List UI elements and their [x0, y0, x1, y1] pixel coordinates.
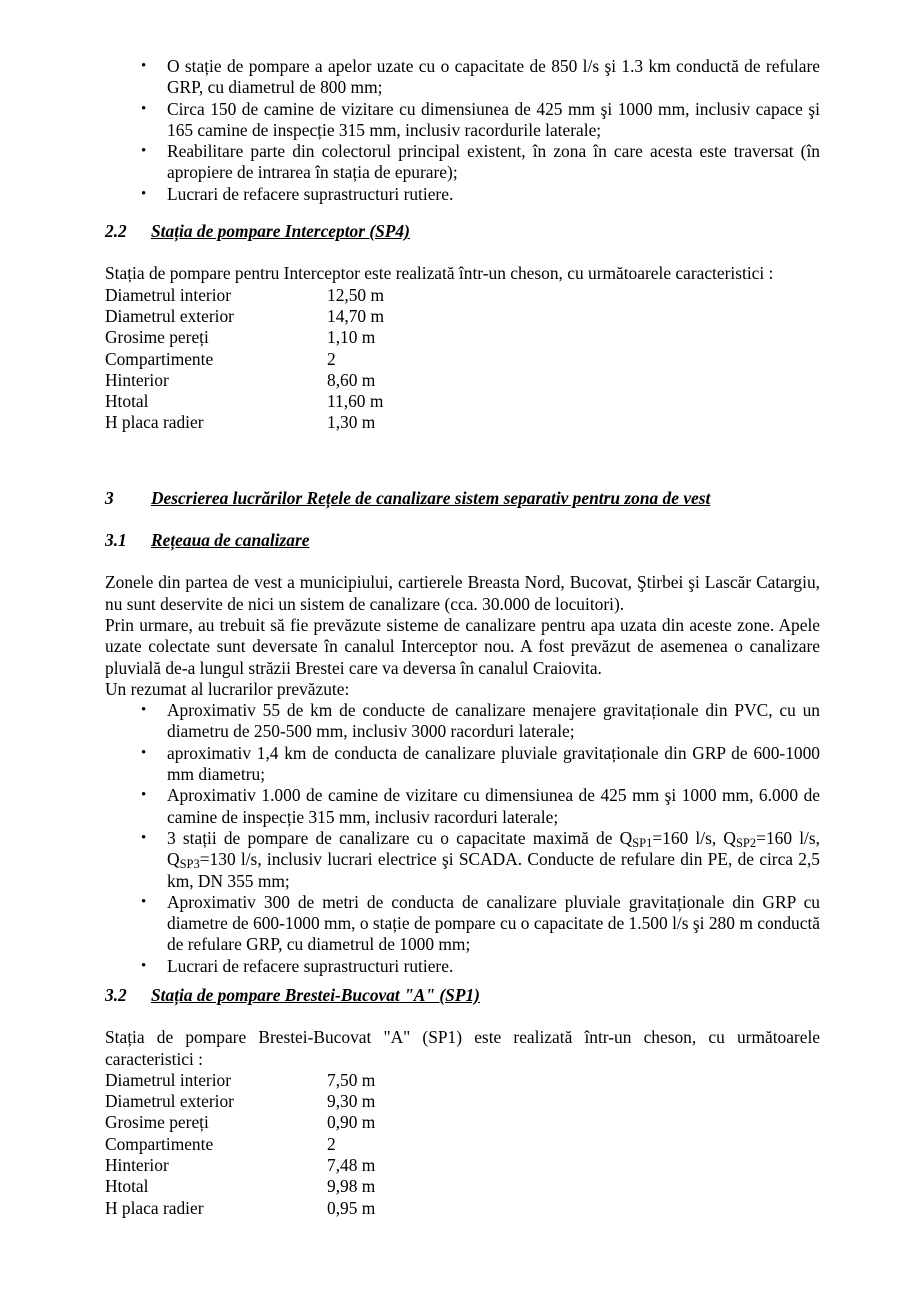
spec-label: Compartimente: [105, 1133, 214, 1154]
spacer: [105, 434, 820, 488]
section-3-1-paragraph: Zonele din partea de vest a municipiului, cartierele Breasta Nord, Bucovat, Ştirbei şi Lascăr Catargiu, nu sunt deservite de nici un sistem de canalizare (cca. 30.000 de locuitori).: [105, 572, 820, 614]
heading-3-1: [105, 530, 820, 551]
table-row: [105, 285, 535, 306]
spacer: [105, 551, 820, 572]
heading-3-number: 3: [105, 487, 114, 508]
spec-value: 11,60 m: [327, 391, 384, 412]
table-row: [105, 1091, 535, 1112]
section-3-2-spec-table: [105, 1070, 535, 1219]
list-item: • Aproximativ 300 de metri de conducta de canalizare pluviale gravitaționale din GRP cu diametre de 600-1000 mm, o stație de pompare cu o capacitate de 1.500 l/s şi 280 m conductă de refulare GRP, cu diametrul de 1000 mm;: [105, 892, 820, 956]
list-item: • Aproximativ 55 de km de conducte de canalizare menajere gravitaționale din PVC, cu un diametru de 250-500 mm, inclusiv 3000 racorduri laterale;: [105, 700, 820, 743]
section-3-1-bullet-list: [105, 700, 820, 977]
spacer: [105, 1006, 820, 1027]
list-item: • Lucrari de refacere suprastructuri rutiere.: [105, 184, 820, 205]
list-item: • O stație de pompare a apelor uzate cu o capacitate de 850 l/s şi 1.3 km conductă de refulare GRP, cu diametrul de 800 mm;: [105, 56, 820, 99]
table-row: [105, 1155, 535, 1176]
subscript-sp3: SP3: [179, 856, 200, 871]
section-2-bullet-list: [105, 56, 820, 205]
spec-label: Diametrul exterior: [105, 1091, 234, 1112]
spec-value: 9,98 m: [327, 1176, 376, 1197]
spec-label: Htotal: [105, 1176, 149, 1197]
spec-label: Grosime pereți: [105, 1112, 209, 1133]
section-3-1-paragraph: Prin urmare, au trebuit să fie prevăzute sisteme de canalizare pentru apa uzata din aceste zone. Apele uzate colectate sunt deversate în canalul Interceptor nou. A fost prevăzut de asemenea o canalizare pluvială de-a lungul străzii Brestei care va deversa în canalul Craiovita.: [105, 614, 820, 678]
spec-value: 12,50 m: [327, 284, 385, 305]
spec-value: 1,10 m: [327, 327, 376, 348]
spacer: [105, 977, 820, 985]
spacer: [105, 242, 820, 263]
capacity-text-part: =160 l/s, Q: [167, 827, 820, 870]
spec-label: Htotal: [105, 391, 149, 412]
spec-value: 7,50 m: [327, 1069, 376, 1090]
section-3-1-paragraph: Un rezumat al lucrarilor prevăzute:: [105, 678, 350, 699]
heading-3-title: Descrierea lucrărilor Rețele de canalizare sistem separativ pentru zona de vest: [151, 487, 711, 508]
table-row: [105, 391, 535, 412]
heading-3: [105, 488, 820, 509]
spec-label: Hinterior: [105, 1155, 169, 1176]
spacer: [105, 205, 820, 221]
list-item: • aproximativ 1,4 km de conducta de canalizare pluviale gravitaționale din GRP de 600-1000 mm diametru;: [105, 743, 820, 786]
list-item-pumping-capacities: [105, 828, 820, 892]
spec-value: 2: [327, 1133, 336, 1154]
spec-label: Hinterior: [105, 369, 169, 390]
spec-label: H placa radier: [105, 412, 204, 433]
spacer: [105, 509, 820, 530]
spec-label: Diametrul interior: [105, 284, 232, 305]
spec-value: 14,70 m: [327, 305, 385, 326]
list-item: • Circa 150 de camine de vizitare cu dimensiunea de 425 mm şi 1000 mm, inclusiv capace şi 165 camine de inspecție 315 mm, inclusiv racordurile laterale;: [105, 99, 820, 142]
spec-value: 9,30 m: [327, 1091, 376, 1112]
table-row: [105, 1134, 535, 1155]
table-row: [105, 1112, 535, 1133]
section-3-2-intro: Stația de pompare Brestei-Bucovat "A" (SP1) este realizată într-un cheson, cu următoarele caracteristici :: [105, 1027, 820, 1069]
heading-3-1-title: Rețeaua de canalizare: [151, 530, 310, 551]
heading-3-2-number: 3.2: [105, 984, 127, 1005]
section-2-2-spec-table: [105, 285, 535, 434]
table-row: [105, 306, 535, 327]
spec-label: H placa radier: [105, 1197, 204, 1218]
list-item: • Lucrari de refacere suprastructuri rutiere.: [105, 956, 820, 977]
heading-2-2: [105, 221, 820, 242]
heading-3-2-title: Stația de pompare Brestei-Bucovat "A" (SP1): [151, 984, 480, 1005]
table-row: [105, 1198, 535, 1219]
heading-2-2-title: Stația de pompare Interceptor (SP4): [151, 221, 410, 242]
spec-value: 7,48 m: [327, 1155, 376, 1176]
spec-value: 2: [327, 348, 336, 369]
spec-value: 8,60 m: [327, 369, 376, 390]
spec-value: 0,95 m: [327, 1197, 376, 1218]
list-item: • Reabilitare parte din colectorul principal existent, în zona în care acesta este traversat (în apropiere de intrarea în stația de epurare);: [105, 141, 820, 184]
heading-3-1-number: 3.1: [105, 530, 127, 551]
table-row: [105, 327, 535, 348]
spec-label: Compartimente: [105, 348, 214, 369]
spec-value: 1,30 m: [327, 412, 376, 433]
spec-value: 0,90 m: [327, 1112, 376, 1133]
table-row: [105, 349, 535, 370]
list-item: • Aproximativ 1.000 de camine de vizitare cu dimensiunea de 425 mm şi 1000 mm, 6.000 de camine de inspecție 315 mm, inclusiv racorduri laterale;: [105, 785, 820, 828]
table-row: [105, 1070, 535, 1091]
table-row: [105, 412, 535, 433]
capacity-text-part: =130 l/s, inclusiv lucrari electrice şi SCADA. Conducte de refulare din PE, de circa 2,5 km, DN 355 mm;: [167, 849, 820, 891]
capacity-text-part: 3 stații de pompare de canalizare cu o capacitate maximă de Q: [167, 827, 633, 848]
subscript-sp1: SP1: [632, 835, 653, 850]
table-row: [105, 1176, 535, 1197]
capacity-text-part: =160 l/s, Q: [652, 827, 736, 848]
subscript-sp2: SP2: [735, 835, 757, 850]
spec-label: Diametrul exterior: [105, 305, 234, 326]
document-body: [105, 56, 820, 1219]
heading-2-2-number: 2.2: [105, 221, 127, 242]
spec-label: Diametrul interior: [105, 1069, 232, 1090]
heading-3-2: [105, 985, 820, 1006]
table-row: [105, 370, 535, 391]
spec-label: Grosime pereți: [105, 327, 209, 348]
section-2-2-intro: Stația de pompare pentru Interceptor este realizată într-un cheson, cu următoarele caracteristici :: [105, 263, 774, 284]
